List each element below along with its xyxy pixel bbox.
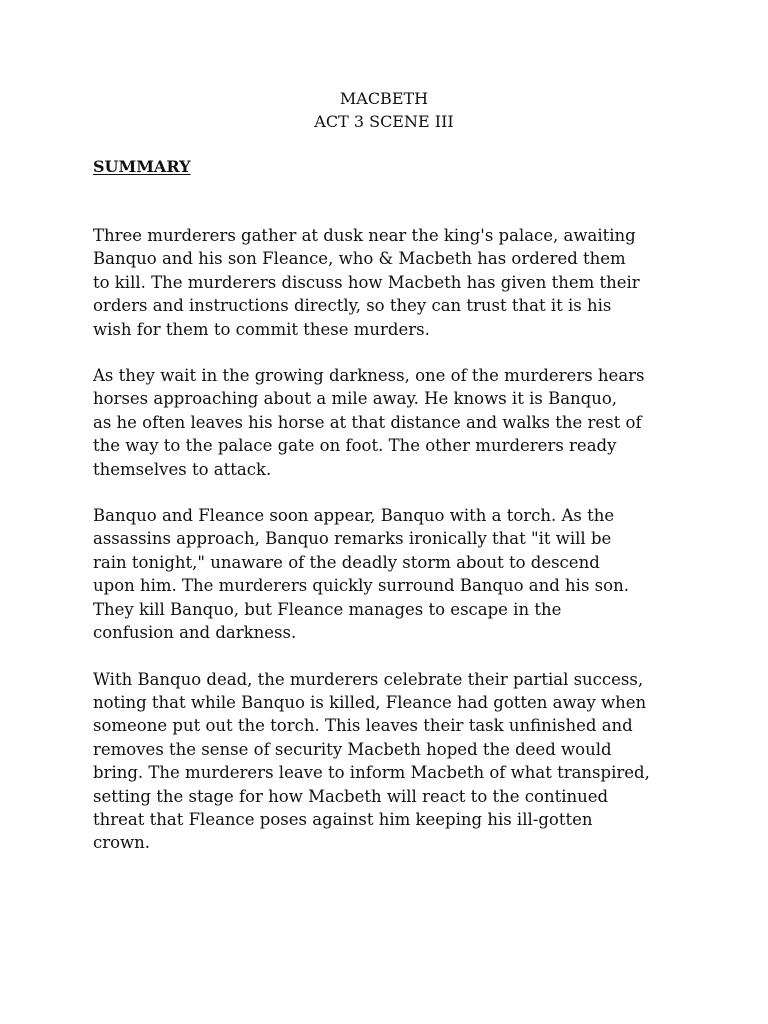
paragraph-2 [93, 364, 703, 481]
summary-heading: SUMMARY [93, 157, 191, 176]
text-line: crown. [93, 833, 151, 853]
text-line: noting that while Banquo is killed, Fleance had gotten away when [93, 692, 647, 712]
summary-body [93, 224, 703, 878]
text-line: wish for them to commit these murders. [93, 319, 430, 339]
paragraph-3 [93, 504, 703, 644]
title-block [0, 87, 768, 133]
text-line: someone put out the torch. This leaves their task unfinished and [93, 716, 633, 736]
text-line: setting the stage for how Macbeth will react to the continued [93, 786, 609, 806]
text-line: Banquo and his son Fleance, who & Macbeth has ordered them [93, 249, 626, 269]
paragraph-4 [93, 668, 703, 855]
text-line: assassins approach, Banquo remarks ironically that "it will be [93, 529, 612, 549]
text-line: confusion and darkness. [93, 623, 297, 643]
document-subtitle: ACT 3 SCENE III [314, 112, 454, 131]
text-line: They kill Banquo, but Fleance manages to escape in the [93, 599, 562, 619]
text-line: removes the sense of security Macbeth hoped the deed would [93, 739, 612, 759]
text-line: bring. The murderers leave to inform Macbeth of what transpired, [93, 763, 650, 783]
text-line: With Banquo dead, the murderers celebrate their partial success, [93, 669, 644, 689]
document-title: MACBETH [339, 89, 429, 108]
text-line: themselves to attack. [93, 459, 272, 479]
text-line: Three murderers gather at dusk near the king's palace, awaiting [93, 226, 636, 245]
paragraph-1 [93, 224, 703, 341]
text-line: upon him. The murderers quickly surround Banquo and his son. [93, 576, 629, 596]
text-line: horses approaching about a mile away. He knows it is Banquo, [93, 389, 618, 409]
text-line: orders and instructions directly, so they can trust that it is his [93, 296, 612, 316]
text-line: rain tonight," unaware of the deadly storm about to descend [93, 552, 600, 572]
text-line: As they wait in the growing darkness, one of the murderers hears [93, 366, 645, 386]
text-line: threat that Fleance poses against him keeping his ill-gotten [93, 809, 593, 829]
text-line: the way to the palace gate on foot. The other murderers ready [93, 436, 617, 456]
text-line: as he often leaves his horse at that distance and walks the rest of [93, 412, 642, 432]
text-line: to kill. The murderers discuss how Macbeth has given them their [93, 272, 640, 292]
text-line: Banquo and Fleance soon appear, Banquo with a torch. As the [93, 506, 615, 526]
